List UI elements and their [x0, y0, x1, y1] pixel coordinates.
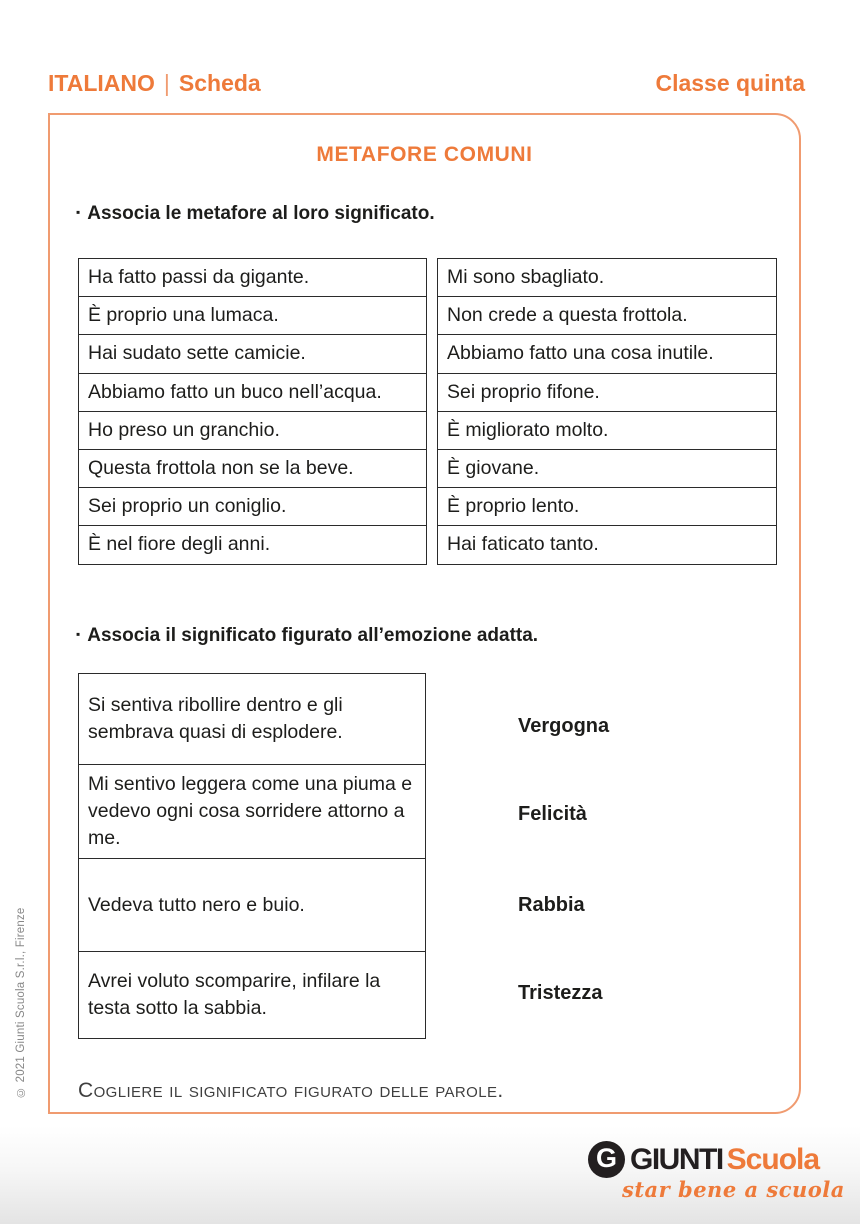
learning-objective: Cogliere il significato figurato delle parole.: [78, 1079, 504, 1102]
emotion-label: Vergogna: [518, 715, 610, 737]
exercise1-instruction: [76, 203, 435, 225]
logo-tagline: star bene a scuola: [622, 1177, 845, 1202]
table-row: Mi sono sbagliato.: [447, 266, 605, 289]
grade-label: Classe quinta: [655, 70, 805, 96]
emotion-label: Rabbia: [518, 894, 585, 916]
table-row: Abbiamo fatto una cosa inutile.: [438, 334, 776, 372]
subject-label: ITALIANO: [48, 70, 155, 96]
table-row: Ho preso un granchio.: [79, 411, 426, 449]
exercise2-instruction: [76, 625, 538, 647]
exercise1-instruction-text: Associa le metafore al loro significato.: [87, 203, 435, 224]
figurative-phrases-table: [78, 673, 426, 1039]
table-row: Avrei voluto scomparire, infilare la testa sotto la sabbia.: [79, 951, 425, 1038]
giunti-g-icon: G: [588, 1141, 625, 1178]
table-row: Vedeva tutto nero e buio.: [79, 858, 425, 951]
page-title: METAFORE COMUNI: [316, 143, 533, 166]
exercise2-instruction-text: Associa il significato figurato all’emozione adatta.: [87, 625, 539, 646]
table-row: Hai sudato sette camicie.: [79, 334, 426, 372]
table-row: Sei proprio fifone.: [438, 373, 776, 411]
table-row: È migliorato molto.: [438, 411, 776, 449]
emotion-label: Tristezza: [518, 982, 603, 1004]
logo-brand-primary: GIUNTI: [630, 1142, 723, 1176]
table-row: Non crede a questa frottola.: [438, 296, 776, 334]
table-row: Mi sentivo leggera come una piuma e vedevo ogni cosa sorridere attorno a me.: [79, 764, 425, 858]
giunti-scuola-logo: [588, 1141, 845, 1202]
copyright-notice: © 2021 Giunti Scuola S.r.l., Firenze: [15, 907, 27, 1098]
metaphors-table: [78, 258, 427, 565]
header-divider: |: [163, 70, 170, 96]
table-row: È nel fiore degli anni.: [79, 525, 426, 563]
logo-brand-secondary: Scuola: [726, 1142, 820, 1176]
table-row: È giovane.: [438, 449, 776, 487]
emotion-label: Felicità: [518, 803, 587, 825]
table-row: Si sentiva ribollire dentro e gli sembrava quasi di esplodere.: [88, 694, 343, 743]
table-row: Ha fatto passi da gigante.: [88, 266, 310, 289]
meanings-table: [437, 258, 777, 565]
table-row: È proprio una lumaca.: [79, 296, 426, 334]
worksheet-frame: [48, 113, 801, 1114]
sheet-type-label: Scheda: [178, 70, 261, 96]
table-row: Hai faticato tanto.: [438, 525, 776, 563]
table-row: È proprio lento.: [438, 487, 776, 525]
table-row: Abbiamo fatto un buco nell’acqua.: [79, 373, 426, 411]
square-bullet-icon: ▪: [76, 205, 81, 219]
square-bullet-icon: ▪: [76, 627, 81, 641]
table-row: Sei proprio un coniglio.: [79, 487, 426, 525]
table-row: Questa frottola non se la beve.: [79, 449, 426, 487]
header-subject: [48, 70, 261, 97]
